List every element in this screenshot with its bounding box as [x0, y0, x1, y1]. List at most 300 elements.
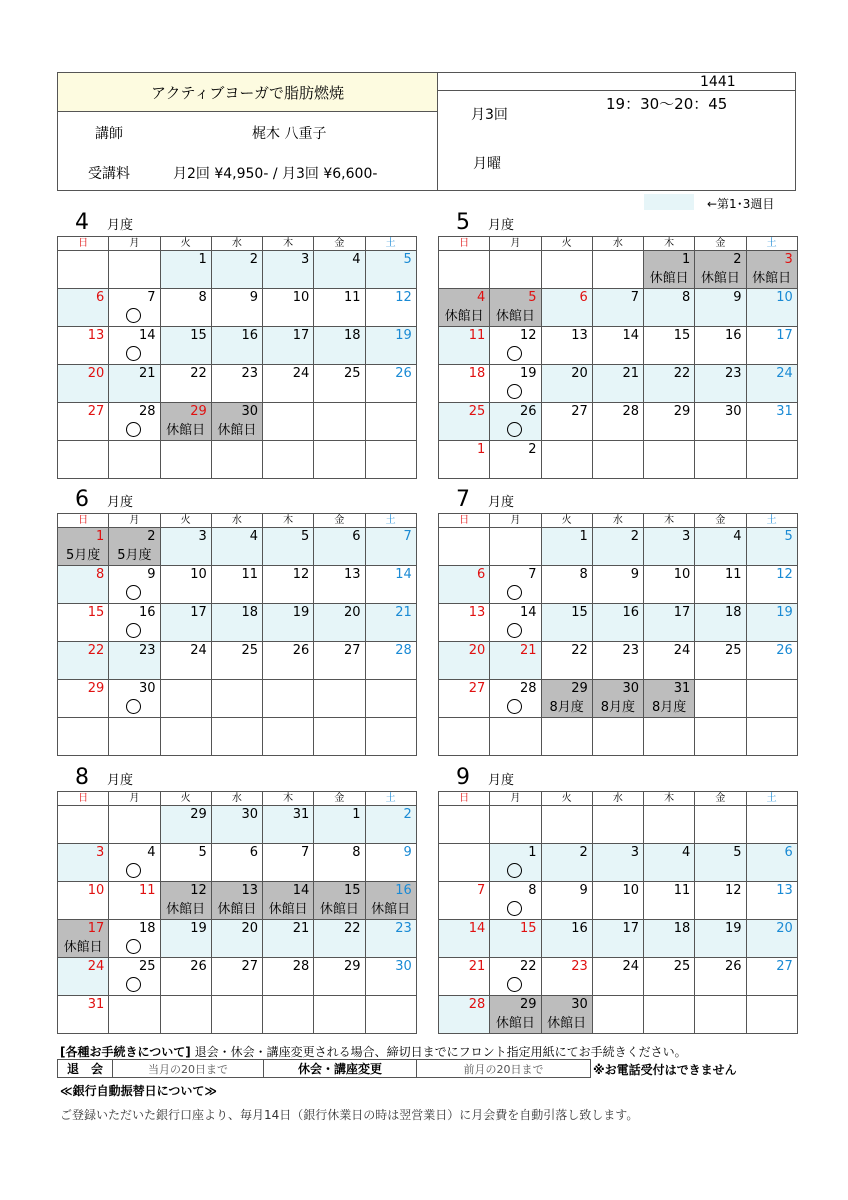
- day-cell: [58, 806, 109, 844]
- course-time: 19：30～20：45: [606, 95, 728, 113]
- day-cell: [211, 327, 262, 365]
- day-number: [109, 996, 159, 997]
- day-cell: [439, 920, 490, 958]
- class-day-circle-icon: [126, 863, 141, 878]
- weekday-header: 月: [109, 514, 160, 528]
- day-number: 5: [198, 845, 207, 860]
- day-number: [593, 441, 643, 442]
- procedures-text: 退会・休会・講座変更される場合、締切日までにフロント指定用紙にてお手続きください。: [194, 1045, 687, 1059]
- day-number: 16: [395, 883, 412, 898]
- day-number: 11: [138, 883, 156, 898]
- day-cell: [592, 680, 643, 718]
- day-cell: [592, 996, 643, 1034]
- day-number: 14: [622, 328, 639, 343]
- day-number: 10: [87, 883, 105, 898]
- month-title: [75, 210, 133, 235]
- week-row: [439, 327, 798, 365]
- day-number: 30: [395, 959, 412, 974]
- day-cell: [490, 806, 541, 844]
- month-calendar: [438, 236, 798, 479]
- day-cell: [365, 920, 416, 958]
- day-number: 11: [343, 290, 361, 305]
- day-number: 15: [571, 605, 588, 620]
- day-cell: [365, 642, 416, 680]
- day-note: 5月度: [65, 548, 101, 563]
- day-note: 休館日: [217, 423, 257, 438]
- class-day-circle-icon: [126, 939, 141, 954]
- day-number: 6: [249, 845, 258, 860]
- day-cell: [490, 528, 541, 566]
- day-cell: [211, 441, 262, 479]
- day-cell: [592, 365, 643, 403]
- day-note: 8月度: [549, 700, 584, 715]
- day-number: 4: [352, 252, 361, 267]
- day-cell: [439, 528, 490, 566]
- day-number: 2: [733, 252, 742, 267]
- day-cell: [541, 251, 592, 289]
- day-number: 14: [395, 567, 412, 582]
- day-number: 2: [249, 252, 258, 267]
- month-calendar: [438, 513, 798, 756]
- weekday-header: 火: [541, 514, 592, 528]
- day-number: 10: [673, 567, 691, 582]
- day-cell: [211, 289, 262, 327]
- day-cell: [695, 365, 746, 403]
- day-cell: [263, 642, 314, 680]
- day-cell: [365, 958, 416, 996]
- day-number: 3: [95, 845, 105, 860]
- day-number: 22: [673, 366, 691, 381]
- day-cell: [58, 566, 109, 604]
- day-number: [644, 806, 694, 807]
- day-number: [593, 718, 643, 719]
- day-cell: [263, 958, 314, 996]
- day-number: 10: [292, 290, 310, 305]
- day-number: [439, 528, 489, 529]
- day-cell: [314, 566, 365, 604]
- day-number: [644, 718, 694, 719]
- day-cell: [263, 718, 314, 756]
- day-cell: [746, 327, 797, 365]
- day-number: 5: [733, 845, 742, 860]
- month-number: 8: [75, 765, 89, 790]
- day-cell: [592, 289, 643, 327]
- day-cell: [58, 251, 109, 289]
- day-cell: [263, 604, 314, 642]
- day-cell: [644, 806, 695, 844]
- day-number: [109, 806, 159, 807]
- day-number: 12: [395, 290, 412, 305]
- weekday-header: 木: [644, 237, 695, 251]
- day-number: 27: [343, 643, 361, 658]
- day-number: 28: [519, 681, 537, 696]
- day-cell: [490, 844, 541, 882]
- day-cell: [541, 441, 592, 479]
- day-number: 7: [147, 290, 156, 305]
- withdraw-deadline: 当月の20日まで: [113, 1060, 264, 1078]
- day-cell: [439, 289, 490, 327]
- day-number: 13: [343, 567, 361, 582]
- day-cell: [211, 604, 262, 642]
- day-cell: [211, 403, 262, 441]
- day-cell: [439, 718, 490, 756]
- day-number: 17: [776, 328, 793, 343]
- day-number: [263, 403, 313, 404]
- day-number: 7: [300, 845, 310, 860]
- day-number: [439, 806, 489, 807]
- day-cell: [365, 441, 416, 479]
- day-cell: [592, 403, 643, 441]
- day-cell: [439, 365, 490, 403]
- day-number: 23: [241, 366, 258, 381]
- day-number: 2: [528, 442, 537, 457]
- day-cell: [109, 882, 160, 920]
- week-row: [58, 844, 417, 882]
- day-number: [161, 680, 211, 681]
- day-cell: [644, 528, 695, 566]
- weekday-header: 日: [58, 792, 109, 806]
- class-day-circle-icon: [507, 977, 522, 992]
- day-number: 18: [468, 366, 486, 381]
- day-note: 休館日: [495, 1016, 535, 1031]
- day-cell: [695, 289, 746, 327]
- day-cell: [592, 920, 643, 958]
- day-number: 31: [673, 681, 691, 696]
- week-row: [439, 604, 798, 642]
- day-cell: [314, 718, 365, 756]
- day-cell: [160, 604, 211, 642]
- month-number: 6: [75, 487, 89, 512]
- course-title: アクティブヨーガで脂肪燃焼: [150, 84, 345, 102]
- weekday-header: 日: [439, 514, 490, 528]
- weekday-header: 水: [592, 237, 643, 251]
- day-number: [58, 718, 108, 719]
- day-note: 休館日: [752, 271, 792, 286]
- day-cell: [365, 604, 416, 642]
- day-cell: [490, 680, 541, 718]
- day-number: [366, 996, 416, 997]
- day-number: [263, 996, 313, 997]
- day-cell: [695, 844, 746, 882]
- day-cell: [58, 642, 109, 680]
- weekday-header: 金: [314, 237, 365, 251]
- day-cell: [365, 806, 416, 844]
- day-cell: [695, 251, 746, 289]
- day-cell: [160, 365, 211, 403]
- day-number: [644, 996, 694, 997]
- day-cell: [439, 441, 490, 479]
- class-day-circle-icon: [507, 422, 522, 437]
- day-number: 7: [476, 883, 486, 898]
- month-title: [456, 765, 514, 790]
- day-cell: [644, 844, 695, 882]
- change-label: 休会・講座変更: [264, 1060, 417, 1078]
- day-number: [212, 680, 262, 681]
- day-cell: [263, 806, 314, 844]
- day-cell: [365, 365, 416, 403]
- day-number: 7: [528, 567, 537, 582]
- day-number: [263, 718, 313, 719]
- day-cell: [109, 365, 160, 403]
- day-cell: [541, 365, 592, 403]
- instructor-label: 講師: [95, 126, 123, 142]
- day-cell: [541, 289, 592, 327]
- course-code: 1441: [700, 74, 736, 90]
- day-number: [366, 680, 416, 681]
- day-cell: [109, 327, 160, 365]
- day-cell: [109, 604, 160, 642]
- day-cell: [644, 365, 695, 403]
- weekday-header: 月: [490, 514, 541, 528]
- day-number: 30: [241, 404, 258, 419]
- day-cell: [592, 528, 643, 566]
- day-cell: [160, 996, 211, 1034]
- weekday-header: 火: [160, 792, 211, 806]
- day-cell: [211, 528, 262, 566]
- day-cell: [365, 251, 416, 289]
- day-cell: [314, 996, 365, 1034]
- day-cell: [490, 327, 541, 365]
- week-row: [58, 718, 417, 756]
- day-note: 休館日: [495, 309, 535, 324]
- day-number: [593, 996, 643, 997]
- day-number: 21: [292, 921, 310, 936]
- class-day-circle-icon: [507, 699, 522, 714]
- day-number: 9: [579, 883, 588, 898]
- day-cell: [644, 289, 695, 327]
- bank-heading: ≪銀行自動振替日について≫: [60, 1084, 217, 1098]
- day-number: 19: [292, 605, 310, 620]
- day-cell: [541, 806, 592, 844]
- day-cell: [314, 920, 365, 958]
- day-cell: [58, 920, 109, 958]
- day-number: 21: [138, 366, 156, 381]
- day-number: 25: [673, 959, 691, 974]
- day-number: 23: [622, 643, 639, 658]
- week-row: [58, 289, 417, 327]
- day-cell: [695, 528, 746, 566]
- day-number: 5: [528, 290, 537, 305]
- day-cell: [263, 882, 314, 920]
- day-cell: [490, 882, 541, 920]
- month-number: 9: [456, 765, 470, 790]
- day-cell: [314, 365, 365, 403]
- day-number: 24: [776, 366, 793, 381]
- day-number: 15: [343, 883, 361, 898]
- day-number: 30: [138, 681, 156, 696]
- day-number: 24: [622, 959, 639, 974]
- day-cell: [211, 806, 262, 844]
- day-cell: [439, 566, 490, 604]
- day-cell: [592, 642, 643, 680]
- day-number: 11: [724, 567, 742, 582]
- weekday-header: 水: [592, 792, 643, 806]
- day-number: 27: [776, 959, 793, 974]
- day-cell: [314, 441, 365, 479]
- day-cell: [490, 251, 541, 289]
- day-cell: [160, 882, 211, 920]
- day-number: [593, 251, 643, 252]
- day-number: 1: [352, 807, 361, 822]
- day-cell: [58, 528, 109, 566]
- day-number: 9: [147, 567, 156, 582]
- month-suffix: 月度: [107, 495, 134, 510]
- day-cell: [365, 528, 416, 566]
- day-cell: [109, 680, 160, 718]
- week-note: ←第1･3週目: [707, 197, 775, 211]
- day-cell: [314, 403, 365, 441]
- weekday-header: 金: [695, 237, 746, 251]
- day-cell: [58, 403, 109, 441]
- day-number: 30: [622, 681, 639, 696]
- month-number: 4: [75, 210, 89, 235]
- instructor-name: 梶木 八重子: [252, 126, 327, 142]
- day-cell: [160, 289, 211, 327]
- day-cell: [58, 958, 109, 996]
- day-number: [161, 441, 211, 442]
- day-cell: [746, 882, 797, 920]
- day-cell: [644, 958, 695, 996]
- day-number: 29: [519, 997, 537, 1012]
- month-calendar: [438, 791, 798, 1034]
- day-cell: [160, 566, 211, 604]
- day-number: [109, 251, 159, 252]
- day-note: 8月度: [600, 700, 636, 715]
- week-row: [439, 642, 798, 680]
- day-cell: [746, 920, 797, 958]
- day-number: 16: [138, 605, 156, 620]
- day-number: 28: [292, 959, 310, 974]
- day-number: 13: [571, 328, 588, 343]
- day-cell: [160, 718, 211, 756]
- day-cell: [109, 289, 160, 327]
- month-calendar: [57, 236, 417, 479]
- day-number: [212, 718, 262, 719]
- day-cell: [263, 251, 314, 289]
- day-cell: [109, 566, 160, 604]
- weekday-header: 火: [541, 237, 592, 251]
- day-number: 20: [343, 605, 361, 620]
- day-number: 18: [673, 921, 691, 936]
- day-number: [439, 718, 489, 719]
- week-row: [58, 958, 417, 996]
- day-cell: [644, 327, 695, 365]
- weekday-header: 日: [439, 237, 490, 251]
- day-cell: [746, 251, 797, 289]
- day-cell: [746, 566, 797, 604]
- day-number: 11: [468, 328, 486, 343]
- day-cell: [541, 996, 592, 1034]
- day-cell: [439, 996, 490, 1034]
- day-cell: [695, 566, 746, 604]
- day-cell: [365, 680, 416, 718]
- weekday-header: 土: [746, 237, 797, 251]
- day-number: 25: [138, 959, 156, 974]
- month-title: [456, 487, 514, 512]
- day-number: 30: [241, 807, 258, 822]
- week-row: [58, 642, 417, 680]
- day-number: 8: [352, 845, 361, 860]
- day-cell: [365, 566, 416, 604]
- day-number: 17: [622, 921, 639, 936]
- day-number: 25: [468, 404, 486, 419]
- weekday-header: 火: [160, 514, 211, 528]
- week-row: [439, 680, 798, 718]
- weekday-header: 水: [211, 514, 262, 528]
- day-number: 23: [724, 366, 742, 381]
- day-cell: [365, 327, 416, 365]
- class-day-circle-icon: [507, 346, 522, 361]
- week-row: [58, 882, 417, 920]
- day-cell: [746, 604, 797, 642]
- day-number: 5: [784, 529, 793, 544]
- day-cell: [541, 844, 592, 882]
- weekday-header: 木: [263, 514, 314, 528]
- month-calendar: [57, 791, 417, 1034]
- day-cell: [644, 996, 695, 1034]
- day-number: 22: [519, 959, 537, 974]
- day-number: 19: [395, 328, 412, 343]
- day-number: 8: [579, 567, 588, 582]
- day-number: [747, 718, 797, 719]
- day-cell: [541, 566, 592, 604]
- day-cell: [695, 680, 746, 718]
- day-note: 休館日: [217, 902, 257, 917]
- day-cell: [541, 642, 592, 680]
- day-cell: [211, 996, 262, 1034]
- day-number: [263, 441, 313, 442]
- day-number: [439, 844, 489, 845]
- day-number: [490, 528, 540, 529]
- change-deadline: 前月の20日まで: [417, 1060, 591, 1078]
- day-number: 12: [292, 567, 310, 582]
- day-number: 26: [724, 959, 742, 974]
- weekday-header: 日: [58, 514, 109, 528]
- day-cell: [695, 441, 746, 479]
- day-cell: [263, 528, 314, 566]
- weekday-header: 土: [746, 792, 797, 806]
- day-number: 31: [87, 997, 105, 1012]
- class-day-circle-icon: [126, 585, 141, 600]
- day-cell: [263, 365, 314, 403]
- day-cell: [644, 566, 695, 604]
- day-number: 16: [571, 921, 588, 936]
- day-cell: [263, 844, 314, 882]
- day-number: 22: [87, 643, 105, 658]
- day-number: 20: [87, 366, 105, 381]
- day-cell: [541, 958, 592, 996]
- procedures-line: [60, 1043, 687, 1060]
- day-number: 2: [403, 807, 412, 822]
- day-note: 8月度: [651, 700, 687, 715]
- weekday-header: 水: [592, 514, 643, 528]
- day-cell: [365, 718, 416, 756]
- day-number: 4: [249, 529, 258, 544]
- day-number: 8: [681, 290, 691, 305]
- day-number: [695, 806, 745, 807]
- day-number: 21: [622, 366, 639, 381]
- week-row: [439, 566, 798, 604]
- day-cell: [58, 441, 109, 479]
- day-number: 5: [300, 529, 310, 544]
- weekday-header: 木: [644, 514, 695, 528]
- day-cell: [160, 251, 211, 289]
- day-cell: [439, 882, 490, 920]
- day-number: 10: [622, 883, 639, 898]
- month-calendar: [57, 513, 417, 756]
- day-number: 28: [622, 404, 639, 419]
- weekday-header: 金: [695, 514, 746, 528]
